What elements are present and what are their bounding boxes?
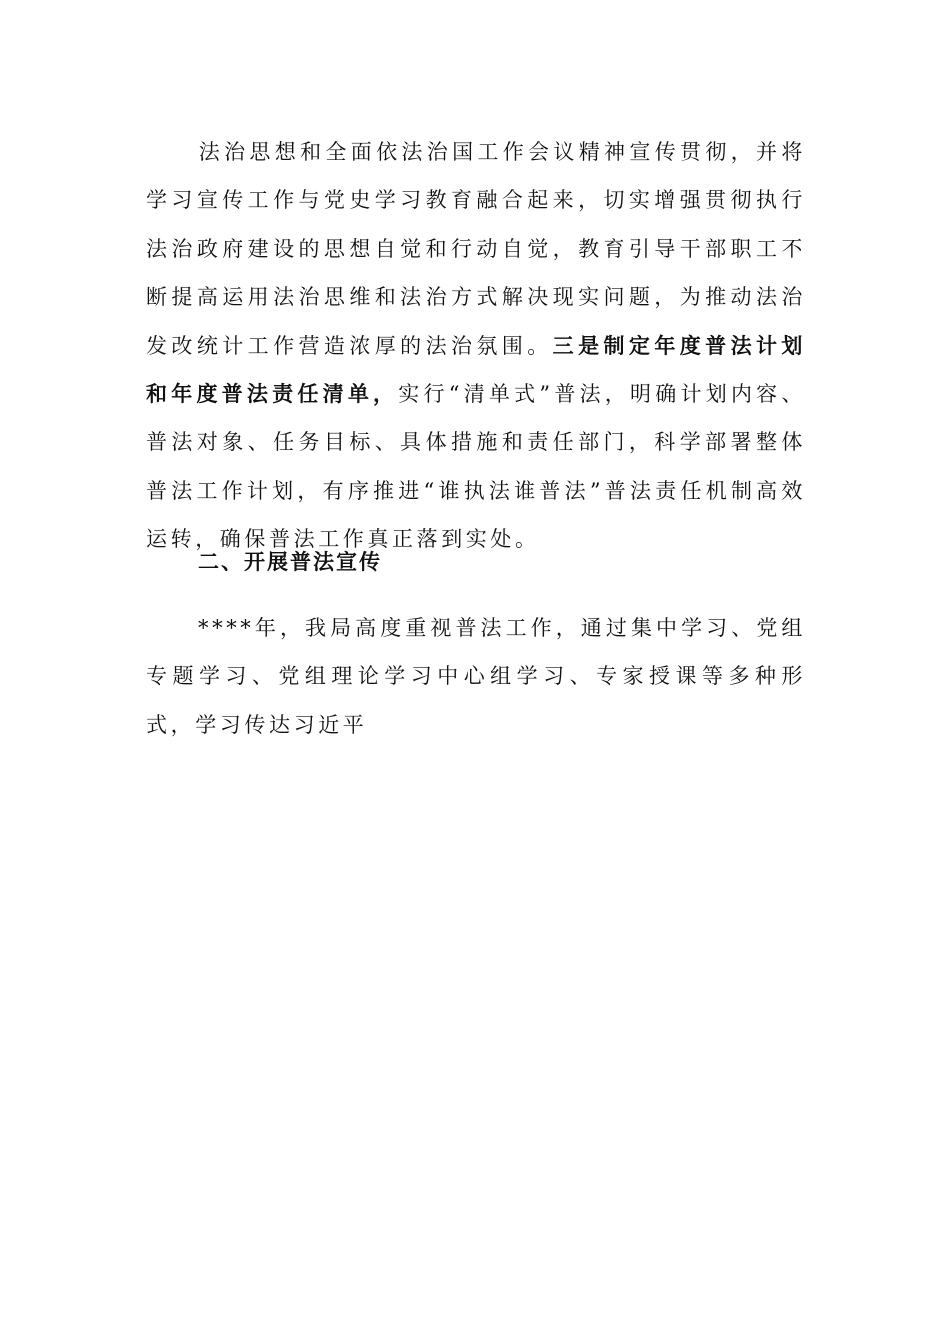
body-paragraph-1	[146, 128, 806, 564]
section-heading: 二、开展普法宣传	[198, 550, 382, 574]
paragraph-1-bold-text: 三是制定年度普法计划和年度普法责任清单，	[146, 332, 806, 407]
body-paragraph-2	[146, 604, 806, 749]
paragraph-1-text-b: 实行“清单式”普法，明确计划内容、普法对象、任务目标、具体措施和责任部门，科学部署整体普法工作计划，有序推进“谁执法谁普法”普法责任机制高效运转，确保普法工作真正落到实处。	[146, 382, 806, 552]
paragraph-1-text-a: 法治思想和全面依法治国工作会议精神宣传贯彻，并将学习宣传工作与党史学习教育融合起来，切实增强贯彻执行法治政府建设的思想自觉和行动自觉，教育引导干部职工不断提高运用法治思维和法治方式解决现实问题，为推动法治发改统计工作营造浓厚的法治氛围。	[146, 140, 806, 358]
paragraph-2-text: ****年，我局高度重视普法工作，通过集中学习、党组专题学习、党组理论学习中心组学习、专家授课等多种形式，学习传达习近平	[146, 616, 806, 737]
